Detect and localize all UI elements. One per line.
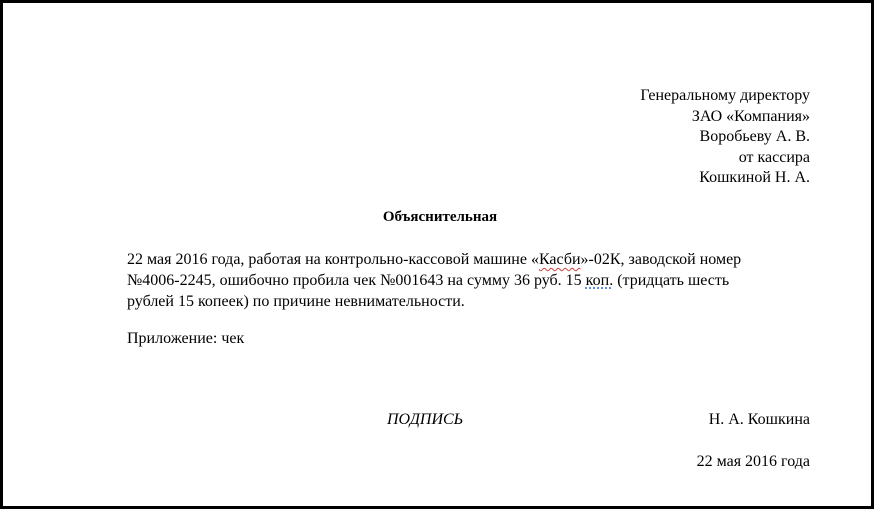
sender-name: Кошкиной Н. А. — [699, 169, 810, 186]
signature-label: ПОДПИСЬ — [387, 411, 464, 428]
body-line-2 — [127, 270, 827, 291]
addressee-company: ЗАО «Компания» — [691, 107, 810, 125]
addressee-block — [640, 86, 810, 189]
body-line-3: рублей 15 копеек) по причине невнимательности. — [127, 293, 465, 310]
addressee-name: Воробьеву А. В. — [699, 128, 810, 145]
body-line-1-text-a: 22 мая 2016 года, работая на контрольно-кассовой машине « — [127, 251, 539, 268]
body-paragraph — [127, 249, 827, 312]
body-line-1-text-b: »-02К, заводской номер — [580, 251, 742, 268]
document-date: 22 мая 2016 года — [696, 453, 810, 470]
document-title: Объяснительная — [382, 209, 498, 225]
body-line-1 — [127, 249, 827, 270]
kop-grammar-mark: коп. — [585, 272, 614, 289]
brand-name-spellcheck: Касби — [538, 251, 581, 268]
body-line-2-text-b: (тридцать шесть — [613, 272, 730, 289]
sender-role: от кассира — [738, 148, 810, 166]
attachment-line: Приложение: чек — [127, 330, 245, 347]
body-line-2-text-a: №4006-2245, ошибочно пробила чек №001643 на сумму 36 руб. 15 — [127, 272, 586, 289]
addressee-position: Генеральному директору — [640, 87, 810, 104]
signature-name: Н. А. Кошкина — [708, 411, 810, 428]
